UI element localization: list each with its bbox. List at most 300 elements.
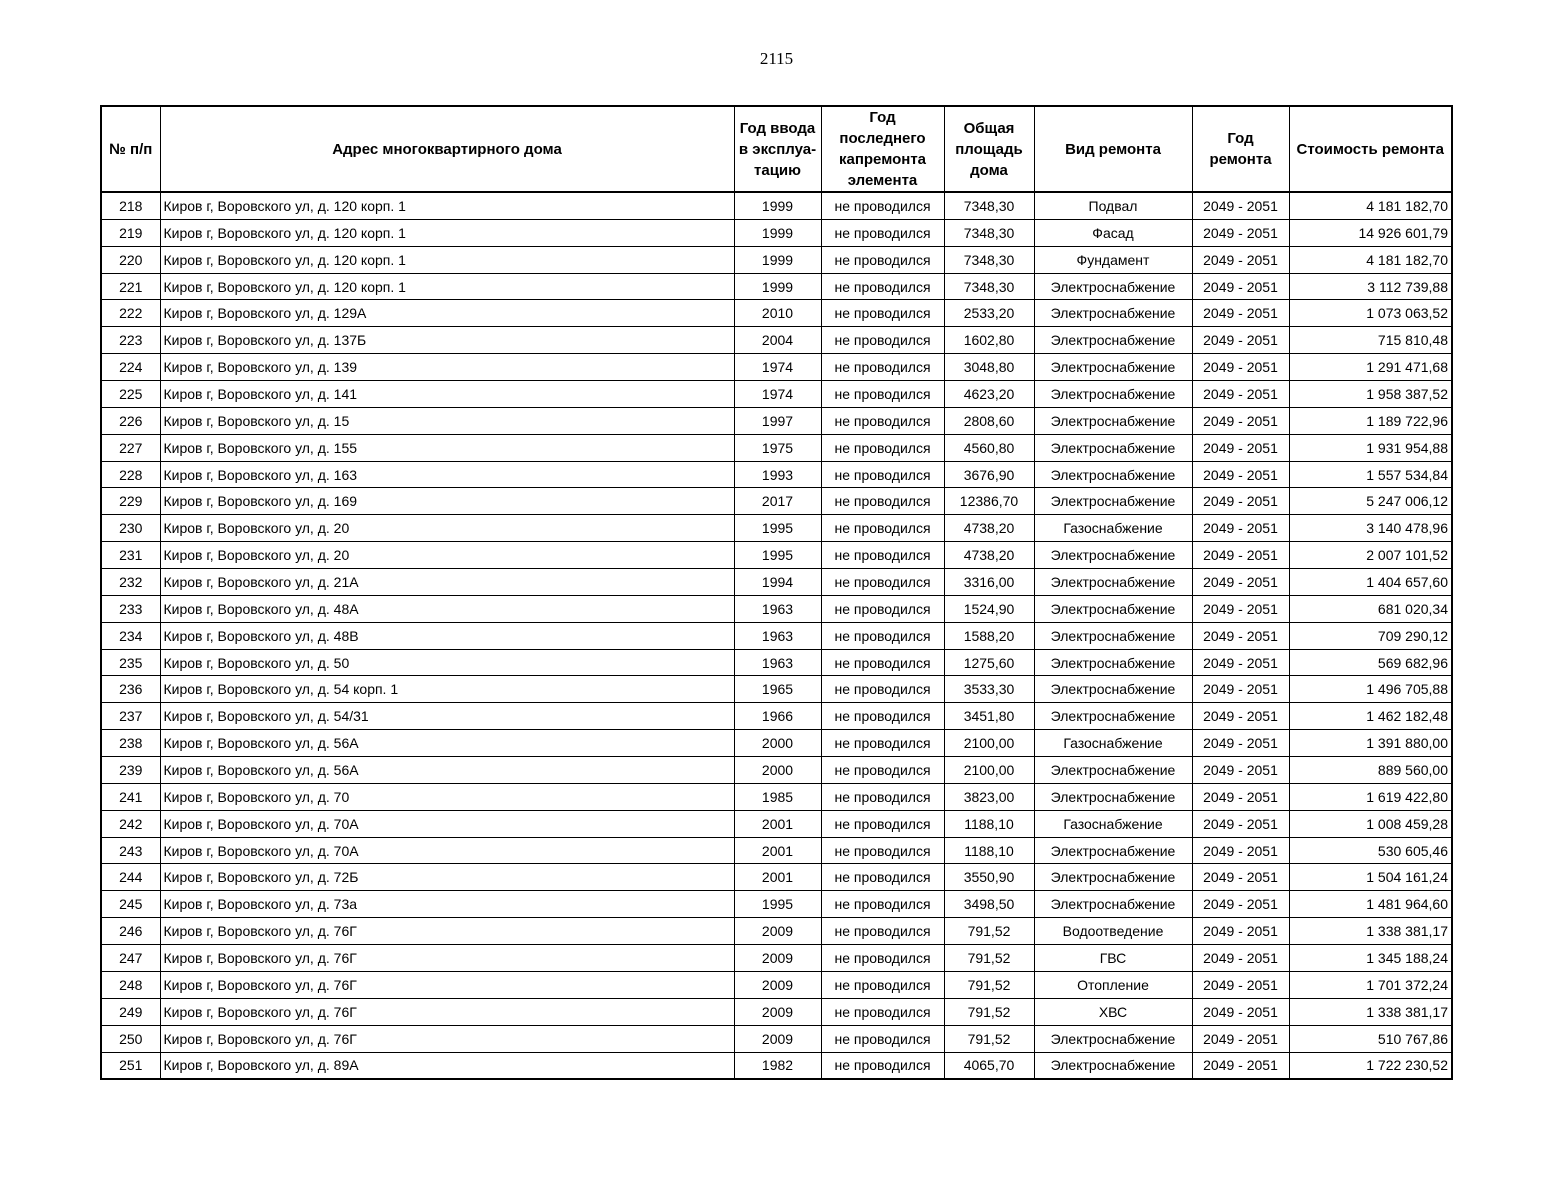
cell-num: 245 [101,891,160,918]
cell-repair-type: Электроснабжение [1034,407,1192,434]
cell-num: 219 [101,219,160,246]
cell-repair-type: Водоотведение [1034,918,1192,945]
cell-num: 226 [101,407,160,434]
cell-repair-type: Газоснабжение [1034,515,1192,542]
cell-cost: 681 020,34 [1289,595,1452,622]
cell-last-repair: не проводился [821,515,944,542]
cell-repair-year: 2049 - 2051 [1192,327,1289,354]
cell-repair-year: 2049 - 2051 [1192,434,1289,461]
cell-area: 7348,30 [944,192,1034,219]
cell-cost: 1 391 880,00 [1289,730,1452,757]
table-row [101,515,1452,542]
cell-repair-year: 2049 - 2051 [1192,542,1289,569]
cell-cost: 569 682,96 [1289,649,1452,676]
cell-area: 791,52 [944,1025,1034,1052]
cell-last-repair: не проводился [821,407,944,434]
table-row [101,434,1452,461]
table-row [101,757,1452,784]
cell-last-repair: не проводился [821,757,944,784]
cell-num: 250 [101,1025,160,1052]
cell-cost: 530 605,46 [1289,837,1452,864]
cell-repair-year: 2049 - 2051 [1192,381,1289,408]
cell-num: 238 [101,730,160,757]
header-last-repair: Год последнего капремонта элемента [821,106,944,192]
cell-area: 3451,80 [944,703,1034,730]
cell-last-repair: не проводился [821,219,944,246]
cell-address: Киров г, Воровского ул, д. 50 [160,649,734,676]
cell-num: 234 [101,622,160,649]
table-row [101,649,1452,676]
table-row [101,327,1452,354]
cell-num: 230 [101,515,160,542]
cell-repair-year: 2049 - 2051 [1192,515,1289,542]
cell-year-built: 1963 [734,649,821,676]
cell-cost: 1 496 705,88 [1289,676,1452,703]
header-num: № п/п [101,106,160,192]
cell-cost: 1 722 230,52 [1289,1052,1452,1079]
header-address: Адрес многоквартирного дома [160,106,734,192]
cell-address: Киров г, Воровского ул, д. 120 корп. 1 [160,273,734,300]
cell-repair-year: 2049 - 2051 [1192,945,1289,972]
cell-repair-year: 2049 - 2051 [1192,918,1289,945]
cell-address: Киров г, Воровского ул, д. 169 [160,488,734,515]
cell-area: 7348,30 [944,246,1034,273]
cell-cost: 1 338 381,17 [1289,998,1452,1025]
cell-cost: 2 007 101,52 [1289,542,1452,569]
cell-address: Киров г, Воровского ул, д. 76Г [160,1025,734,1052]
cell-year-built: 1963 [734,595,821,622]
cell-last-repair: не проводился [821,810,944,837]
table-row [101,219,1452,246]
cell-repair-type: Электроснабжение [1034,595,1192,622]
cell-repair-type: Газоснабжение [1034,810,1192,837]
cell-area: 4738,20 [944,515,1034,542]
cell-repair-type: Фасад [1034,219,1192,246]
cell-repair-type: Электроснабжение [1034,1052,1192,1079]
cell-area: 791,52 [944,971,1034,998]
cell-area: 2808,60 [944,407,1034,434]
cell-last-repair: не проводился [821,891,944,918]
cell-num: 242 [101,810,160,837]
cell-num: 225 [101,381,160,408]
cell-repair-type: Электроснабжение [1034,354,1192,381]
cell-repair-year: 2049 - 2051 [1192,783,1289,810]
table-row [101,192,1452,219]
cell-address: Киров г, Воровского ул, д. 54/31 [160,703,734,730]
cell-area: 1188,10 [944,837,1034,864]
header-repair-type: Вид ремонта [1034,106,1192,192]
cell-area: 3533,30 [944,676,1034,703]
cell-area: 1524,90 [944,595,1034,622]
cell-repair-type: ГВС [1034,945,1192,972]
cell-num: 227 [101,434,160,461]
table-row [101,542,1452,569]
cell-repair-type: Электроснабжение [1034,327,1192,354]
cell-last-repair: не проводился [821,703,944,730]
cell-area: 2100,00 [944,730,1034,757]
cell-repair-year: 2049 - 2051 [1192,192,1289,219]
cell-num: 228 [101,461,160,488]
cell-last-repair: не проводился [821,676,944,703]
cell-area: 791,52 [944,918,1034,945]
cell-last-repair: не проводился [821,1052,944,1079]
cell-repair-year: 2049 - 2051 [1192,488,1289,515]
cell-address: Киров г, Воровского ул, д. 70А [160,837,734,864]
cell-year-built: 1995 [734,515,821,542]
cell-cost: 1 404 657,60 [1289,569,1452,596]
cell-repair-type: Фундамент [1034,246,1192,273]
cell-year-built: 1994 [734,569,821,596]
cell-area: 1588,20 [944,622,1034,649]
cell-year-built: 1975 [734,434,821,461]
cell-address: Киров г, Воровского ул, д. 137Б [160,327,734,354]
cell-repair-type: Электроснабжение [1034,542,1192,569]
cell-address: Киров г, Воровского ул, д. 141 [160,381,734,408]
cell-last-repair: не проводился [821,300,944,327]
cell-last-repair: не проводился [821,461,944,488]
table-row [101,246,1452,273]
cell-num: 243 [101,837,160,864]
cell-cost: 715 810,48 [1289,327,1452,354]
cell-repair-year: 2049 - 2051 [1192,300,1289,327]
table-row [101,703,1452,730]
cell-address: Киров г, Воровского ул, д. 48В [160,622,734,649]
cell-cost: 3 112 739,88 [1289,273,1452,300]
repair-schedule-table [100,105,1453,1080]
cell-num: 239 [101,757,160,784]
cell-last-repair: не проводился [821,649,944,676]
cell-last-repair: не проводился [821,783,944,810]
cell-repair-year: 2049 - 2051 [1192,864,1289,891]
cell-address: Киров г, Воровского ул, д. 120 корп. 1 [160,219,734,246]
cell-repair-year: 2049 - 2051 [1192,676,1289,703]
cell-repair-year: 2049 - 2051 [1192,891,1289,918]
cell-address: Киров г, Воровского ул, д. 70А [160,810,734,837]
cell-cost: 889 560,00 [1289,757,1452,784]
cell-year-built: 1999 [734,192,821,219]
cell-repair-year: 2049 - 2051 [1192,273,1289,300]
cell-repair-type: Электроснабжение [1034,569,1192,596]
cell-address: Киров г, Воровского ул, д. 76Г [160,945,734,972]
table-row [101,595,1452,622]
cell-repair-type: Электроснабжение [1034,622,1192,649]
cell-area: 791,52 [944,998,1034,1025]
cell-year-built: 2009 [734,1025,821,1052]
cell-num: 220 [101,246,160,273]
cell-cost: 1 189 722,96 [1289,407,1452,434]
table-row [101,918,1452,945]
cell-area: 1602,80 [944,327,1034,354]
cell-repair-type: Электроснабжение [1034,783,1192,810]
cell-last-repair: не проводился [821,730,944,757]
cell-num: 222 [101,300,160,327]
cell-year-built: 1995 [734,891,821,918]
cell-num: 237 [101,703,160,730]
cell-year-built: 2009 [734,998,821,1025]
cell-repair-year: 2049 - 2051 [1192,730,1289,757]
cell-year-built: 2009 [734,945,821,972]
table-body [101,192,1452,1079]
cell-year-built: 2001 [734,864,821,891]
cell-num: 235 [101,649,160,676]
cell-last-repair: не проводился [821,542,944,569]
cell-area: 1188,10 [944,810,1034,837]
table-row [101,810,1452,837]
cell-cost: 4 181 182,70 [1289,192,1452,219]
cell-last-repair: не проводился [821,488,944,515]
header-cost: Стоимость ремонта [1289,106,1452,192]
cell-last-repair: не проводился [821,945,944,972]
cell-cost: 4 181 182,70 [1289,246,1452,273]
cell-address: Киров г, Воровского ул, д. 20 [160,515,734,542]
table-row [101,891,1452,918]
cell-last-repair: не проводился [821,273,944,300]
cell-last-repair: не проводился [821,434,944,461]
table-row [101,407,1452,434]
cell-area: 4065,70 [944,1052,1034,1079]
cell-area: 4560,80 [944,434,1034,461]
cell-area: 4738,20 [944,542,1034,569]
cell-year-built: 2017 [734,488,821,515]
table-row [101,1052,1452,1079]
cell-repair-year: 2049 - 2051 [1192,837,1289,864]
cell-repair-type: Электроснабжение [1034,461,1192,488]
cell-area: 7348,30 [944,273,1034,300]
cell-address: Киров г, Воровского ул, д. 139 [160,354,734,381]
table-row [101,945,1452,972]
table-row [101,273,1452,300]
cell-repair-type: Электроснабжение [1034,703,1192,730]
cell-cost: 3 140 478,96 [1289,515,1452,542]
cell-cost: 1 958 387,52 [1289,381,1452,408]
table-row [101,1025,1452,1052]
cell-last-repair: не проводился [821,837,944,864]
cell-last-repair: не проводился [821,327,944,354]
cell-year-built: 2001 [734,810,821,837]
cell-area: 791,52 [944,945,1034,972]
cell-cost: 5 247 006,12 [1289,488,1452,515]
cell-cost: 709 290,12 [1289,622,1452,649]
cell-num: 251 [101,1052,160,1079]
cell-address: Киров г, Воровского ул, д. 70 [160,783,734,810]
cell-year-built: 1965 [734,676,821,703]
cell-num: 223 [101,327,160,354]
cell-year-built: 2004 [734,327,821,354]
table-row [101,783,1452,810]
cell-year-built: 2010 [734,300,821,327]
cell-year-built: 1999 [734,273,821,300]
cell-repair-year: 2049 - 2051 [1192,1025,1289,1052]
cell-year-built: 1963 [734,622,821,649]
cell-cost: 1 291 471,68 [1289,354,1452,381]
cell-address: Киров г, Воровского ул, д. 54 корп. 1 [160,676,734,703]
cell-year-built: 1995 [734,542,821,569]
cell-address: Киров г, Воровского ул, д. 21А [160,569,734,596]
cell-area: 4623,20 [944,381,1034,408]
cell-address: Киров г, Воровского ул, д. 56А [160,757,734,784]
cell-num: 229 [101,488,160,515]
cell-repair-year: 2049 - 2051 [1192,219,1289,246]
cell-year-built: 1993 [734,461,821,488]
cell-cost: 1 462 182,48 [1289,703,1452,730]
cell-area: 1275,60 [944,649,1034,676]
cell-num: 249 [101,998,160,1025]
cell-cost: 1 481 964,60 [1289,891,1452,918]
cell-cost: 1 338 381,17 [1289,918,1452,945]
cell-num: 247 [101,945,160,972]
cell-year-built: 1974 [734,381,821,408]
cell-repair-year: 2049 - 2051 [1192,246,1289,273]
cell-area: 2533,20 [944,300,1034,327]
cell-address: Киров г, Воровского ул, д. 48А [160,595,734,622]
cell-num: 236 [101,676,160,703]
cell-repair-year: 2049 - 2051 [1192,810,1289,837]
cell-address: Киров г, Воровского ул, д. 89А [160,1052,734,1079]
cell-address: Киров г, Воровского ул, д. 129А [160,300,734,327]
cell-repair-type: Электроснабжение [1034,434,1192,461]
table-row [101,381,1452,408]
cell-last-repair: не проводился [821,971,944,998]
cell-num: 224 [101,354,160,381]
cell-year-built: 2009 [734,971,821,998]
cell-year-built: 2000 [734,730,821,757]
cell-repair-year: 2049 - 2051 [1192,595,1289,622]
cell-last-repair: не проводился [821,1025,944,1052]
cell-year-built: 1982 [734,1052,821,1079]
cell-cost: 14 926 601,79 [1289,219,1452,246]
table-row [101,676,1452,703]
cell-num: 218 [101,192,160,219]
cell-last-repair: не проводился [821,998,944,1025]
cell-year-built: 1966 [734,703,821,730]
cell-num: 244 [101,864,160,891]
cell-repair-type: Электроснабжение [1034,273,1192,300]
cell-last-repair: не проводился [821,381,944,408]
table-row [101,730,1452,757]
cell-repair-year: 2049 - 2051 [1192,757,1289,784]
header-area: Общая площадь дома [944,106,1034,192]
cell-repair-year: 2049 - 2051 [1192,649,1289,676]
cell-repair-year: 2049 - 2051 [1192,971,1289,998]
cell-repair-type: Газоснабжение [1034,730,1192,757]
cell-cost: 1 619 422,80 [1289,783,1452,810]
cell-repair-type: Отопление [1034,971,1192,998]
table-row [101,622,1452,649]
cell-area: 7348,30 [944,219,1034,246]
cell-repair-type: Электроснабжение [1034,891,1192,918]
cell-repair-type: ХВС [1034,998,1192,1025]
cell-address: Киров г, Воровского ул, д. 76Г [160,918,734,945]
table-row [101,837,1452,864]
table-row [101,998,1452,1025]
cell-area: 3498,50 [944,891,1034,918]
cell-repair-year: 2049 - 2051 [1192,1052,1289,1079]
table-row [101,864,1452,891]
cell-address: Киров г, Воровского ул, д. 120 корп. 1 [160,192,734,219]
cell-repair-year: 2049 - 2051 [1192,622,1289,649]
cell-repair-year: 2049 - 2051 [1192,461,1289,488]
cell-repair-type: Подвал [1034,192,1192,219]
cell-last-repair: не проводился [821,595,944,622]
cell-repair-type: Электроснабжение [1034,488,1192,515]
cell-last-repair: не проводился [821,622,944,649]
cell-address: Киров г, Воровского ул, д. 163 [160,461,734,488]
cell-repair-type: Электроснабжение [1034,300,1192,327]
cell-last-repair: не проводился [821,192,944,219]
cell-year-built: 1974 [734,354,821,381]
cell-cost: 1 008 459,28 [1289,810,1452,837]
cell-address: Киров г, Воровского ул, д. 20 [160,542,734,569]
cell-cost: 1 557 534,84 [1289,461,1452,488]
cell-year-built: 2009 [734,918,821,945]
cell-repair-year: 2049 - 2051 [1192,407,1289,434]
cell-cost: 1 073 063,52 [1289,300,1452,327]
cell-area: 3676,90 [944,461,1034,488]
cell-year-built: 1997 [734,407,821,434]
header-row [101,106,1452,192]
cell-repair-type: Электроснабжение [1034,864,1192,891]
table-row [101,488,1452,515]
cell-repair-type: Электроснабжение [1034,381,1192,408]
table-row [101,569,1452,596]
table-row [101,300,1452,327]
cell-repair-year: 2049 - 2051 [1192,998,1289,1025]
cell-last-repair: не проводился [821,918,944,945]
cell-repair-type: Электроснабжение [1034,757,1192,784]
cell-repair-year: 2049 - 2051 [1192,703,1289,730]
table-row [101,461,1452,488]
cell-area: 2100,00 [944,757,1034,784]
cell-address: Киров г, Воровского ул, д. 155 [160,434,734,461]
cell-address: Киров г, Воровского ул, д. 72Б [160,864,734,891]
cell-repair-year: 2049 - 2051 [1192,354,1289,381]
cell-last-repair: не проводился [821,354,944,381]
cell-year-built: 2001 [734,837,821,864]
header-year-built: Год ввода в эксплуа-тацию [734,106,821,192]
page-number: 2115 [759,49,794,68]
cell-repair-type: Электроснабжение [1034,649,1192,676]
cell-num: 233 [101,595,160,622]
cell-year-built: 2000 [734,757,821,784]
cell-cost: 1 701 372,24 [1289,971,1452,998]
table-header [101,106,1452,192]
cell-area: 3823,00 [944,783,1034,810]
cell-num: 231 [101,542,160,569]
cell-num: 232 [101,569,160,596]
cell-area: 3048,80 [944,354,1034,381]
cell-address: Киров г, Воровского ул, д. 120 корп. 1 [160,246,734,273]
table-row [101,971,1452,998]
cell-last-repair: не проводился [821,246,944,273]
cell-cost: 1 504 161,24 [1289,864,1452,891]
cell-cost: 510 767,86 [1289,1025,1452,1052]
cell-repair-type: Электроснабжение [1034,676,1192,703]
header-repair-year: Год ремонта [1192,106,1289,192]
cell-num: 221 [101,273,160,300]
cell-num: 241 [101,783,160,810]
cell-num: 246 [101,918,160,945]
cell-year-built: 1985 [734,783,821,810]
cell-num: 248 [101,971,160,998]
cell-area: 3316,00 [944,569,1034,596]
cell-area: 12386,70 [944,488,1034,515]
cell-year-built: 1999 [734,246,821,273]
cell-address: Киров г, Воровского ул, д. 73а [160,891,734,918]
cell-repair-type: Электроснабжение [1034,837,1192,864]
cell-address: Киров г, Воровского ул, д. 56А [160,730,734,757]
table-row [101,354,1452,381]
cell-cost: 1 931 954,88 [1289,434,1452,461]
